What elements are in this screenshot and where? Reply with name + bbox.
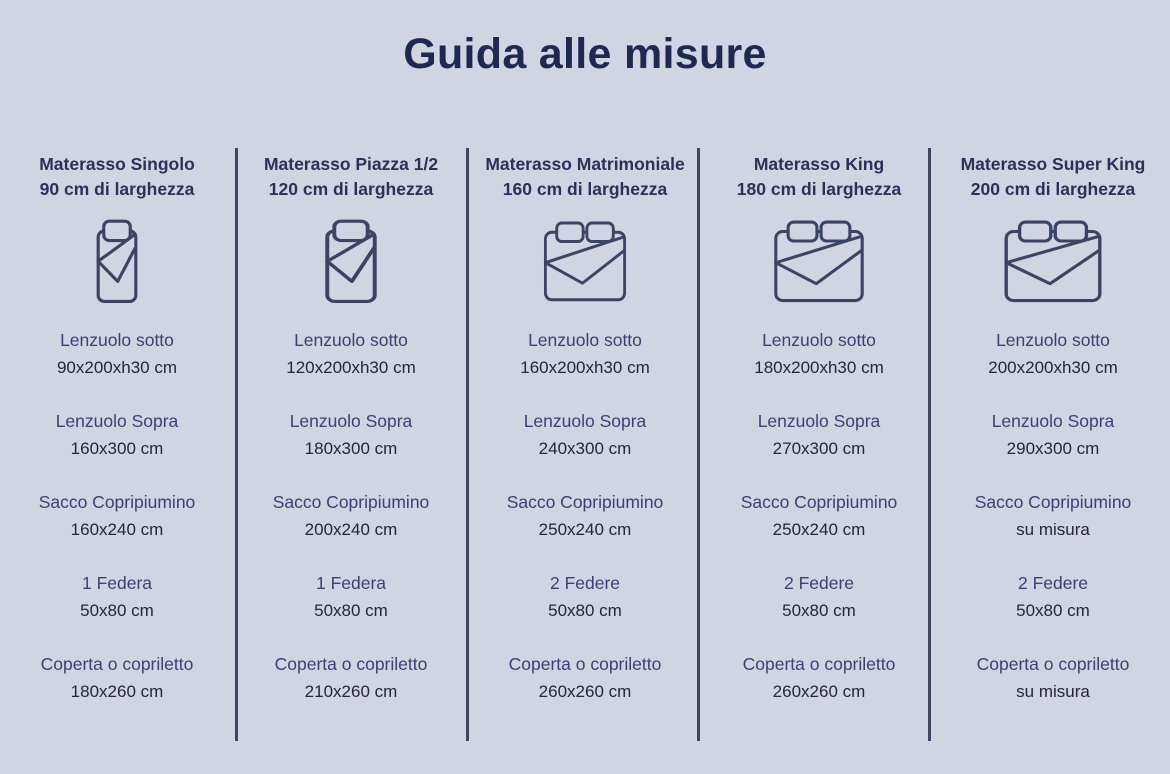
spec-row [507, 654, 664, 702]
spec-row [507, 330, 664, 378]
spec-value: 50x80 cm [548, 600, 622, 620]
spec-row [741, 492, 898, 540]
spec-row [975, 492, 1132, 540]
column-header [961, 152, 1146, 202]
spec-label: Sacco Copripiumino [506, 491, 664, 512]
page-title: Guida alle misure [403, 30, 767, 78]
column-divider [235, 148, 238, 741]
mattress-column [0, 148, 234, 735]
spec-value: su misura [1016, 519, 1090, 539]
spec-rows [39, 330, 196, 735]
spec-value: 50x80 cm [782, 600, 856, 620]
bed-icon-wrap [771, 214, 867, 310]
spec-label: Lenzuolo sotto [528, 329, 642, 350]
spec-value: 290x300 cm [1006, 438, 1100, 458]
spec-label: Coperta o copriletto [40, 653, 194, 674]
mattress-width: 160 cm di larghezza [502, 178, 668, 199]
mattress-width: 200 cm di larghezza [970, 178, 1136, 199]
spec-row [507, 573, 664, 621]
spec-label: 2 Federe [783, 572, 855, 593]
bed-icon-wrap [94, 214, 140, 310]
spec-row [39, 330, 196, 378]
spec-value: 260x260 cm [538, 681, 632, 701]
double-bed-icon [541, 219, 629, 305]
spec-label: Lenzuolo sotto [60, 329, 174, 350]
spec-label: Lenzuolo Sopra [289, 410, 413, 431]
spec-value: 160x200xh30 cm [520, 357, 650, 377]
spec-label: Sacco Copripiumino [272, 491, 430, 512]
spec-label: 2 Federe [549, 572, 621, 593]
spec-label: Lenzuolo Sopra [991, 410, 1115, 431]
spec-row [741, 654, 898, 702]
spec-value: 250x240 cm [772, 519, 866, 539]
spec-value: 200x240 cm [304, 519, 398, 539]
spec-value: 160x300 cm [70, 438, 164, 458]
spec-value: 200x200xh30 cm [988, 357, 1118, 377]
double-bed-icon [771, 218, 867, 306]
spec-value: 50x80 cm [80, 600, 154, 620]
spec-label: Sacco Copripiumino [38, 491, 196, 512]
spec-rows [507, 330, 664, 735]
column-header [39, 152, 195, 202]
spec-row [39, 411, 196, 459]
mattress-column [234, 148, 468, 735]
spec-row [273, 654, 430, 702]
spec-row [741, 330, 898, 378]
bed-icon-wrap [322, 214, 380, 310]
spec-value: su misura [1016, 681, 1090, 701]
spec-row [741, 573, 898, 621]
spec-row [507, 411, 664, 459]
spec-row [975, 411, 1132, 459]
mattress-name: Materasso Matrimoniale [485, 154, 685, 174]
mattress-width: 120 cm di larghezza [268, 178, 434, 199]
spec-row [975, 573, 1132, 621]
spec-value: 260x260 cm [772, 681, 866, 701]
spec-label: Coperta o copriletto [274, 653, 428, 674]
bed-icon-wrap [541, 214, 629, 310]
mattress-name: Materasso Singolo [39, 154, 195, 174]
spec-label: 1 Federa [81, 572, 153, 593]
mattress-columns [0, 148, 1170, 735]
spec-value: 210x260 cm [304, 681, 398, 701]
spec-value: 160x240 cm [70, 519, 164, 539]
spec-value: 180x200xh30 cm [754, 357, 884, 377]
mattress-column [702, 148, 936, 735]
spec-row [39, 492, 196, 540]
column-header [737, 152, 901, 202]
spec-row [39, 573, 196, 621]
spec-row [273, 492, 430, 540]
spec-row [273, 330, 430, 378]
spec-label: Lenzuolo Sopra [55, 410, 179, 431]
spec-row [39, 654, 196, 702]
spec-label: Sacco Copripiumino [974, 491, 1132, 512]
column-header [485, 152, 684, 202]
spec-label: Lenzuolo sotto [762, 329, 876, 350]
double-bed-icon [1001, 218, 1105, 306]
spec-label: 1 Federa [315, 572, 387, 593]
spec-value: 270x300 cm [772, 438, 866, 458]
spec-label: Lenzuolo Sopra [757, 410, 881, 431]
spec-rows [741, 330, 898, 735]
spec-row [741, 411, 898, 459]
spec-value: 50x80 cm [314, 600, 388, 620]
mattress-name: Materasso King [753, 154, 885, 174]
spec-label: 2 Federe [1017, 572, 1089, 593]
spec-value: 120x200xh30 cm [286, 357, 416, 377]
spec-row [507, 492, 664, 540]
spec-label: Coperta o copriletto [742, 653, 896, 674]
bed-icon-wrap [1001, 214, 1105, 310]
column-header [264, 152, 438, 202]
spec-label: Coperta o copriletto [976, 653, 1130, 674]
spec-rows [273, 330, 430, 735]
column-divider [466, 148, 469, 741]
column-divider [697, 148, 700, 741]
spec-label: Coperta o copriletto [508, 653, 662, 674]
mattress-column [468, 148, 702, 735]
mattress-name: Materasso Piazza 1/2 [263, 154, 439, 174]
mattress-width: 180 cm di larghezza [736, 178, 902, 199]
spec-row [273, 573, 430, 621]
spec-label: Sacco Copripiumino [740, 491, 898, 512]
single-bed-icon [94, 217, 140, 307]
spec-value: 250x240 cm [538, 519, 632, 539]
spec-value: 240x300 cm [538, 438, 632, 458]
spec-value: 50x80 cm [1016, 600, 1090, 620]
spec-value: 90x200xh30 cm [56, 357, 177, 377]
single-bed-icon [322, 217, 380, 307]
spec-label: Lenzuolo sotto [294, 329, 408, 350]
spec-value: 180x300 cm [304, 438, 398, 458]
spec-row [975, 330, 1132, 378]
spec-value: 180x260 cm [70, 681, 164, 701]
spec-row [273, 411, 430, 459]
spec-row [975, 654, 1132, 702]
mattress-name: Materasso Super King [960, 154, 1146, 174]
spec-label: Lenzuolo Sopra [523, 410, 647, 431]
mattress-column [936, 148, 1170, 735]
column-divider [928, 148, 931, 741]
spec-rows [975, 330, 1132, 735]
spec-label: Lenzuolo sotto [996, 329, 1110, 350]
mattress-width: 90 cm di larghezza [39, 178, 195, 199]
